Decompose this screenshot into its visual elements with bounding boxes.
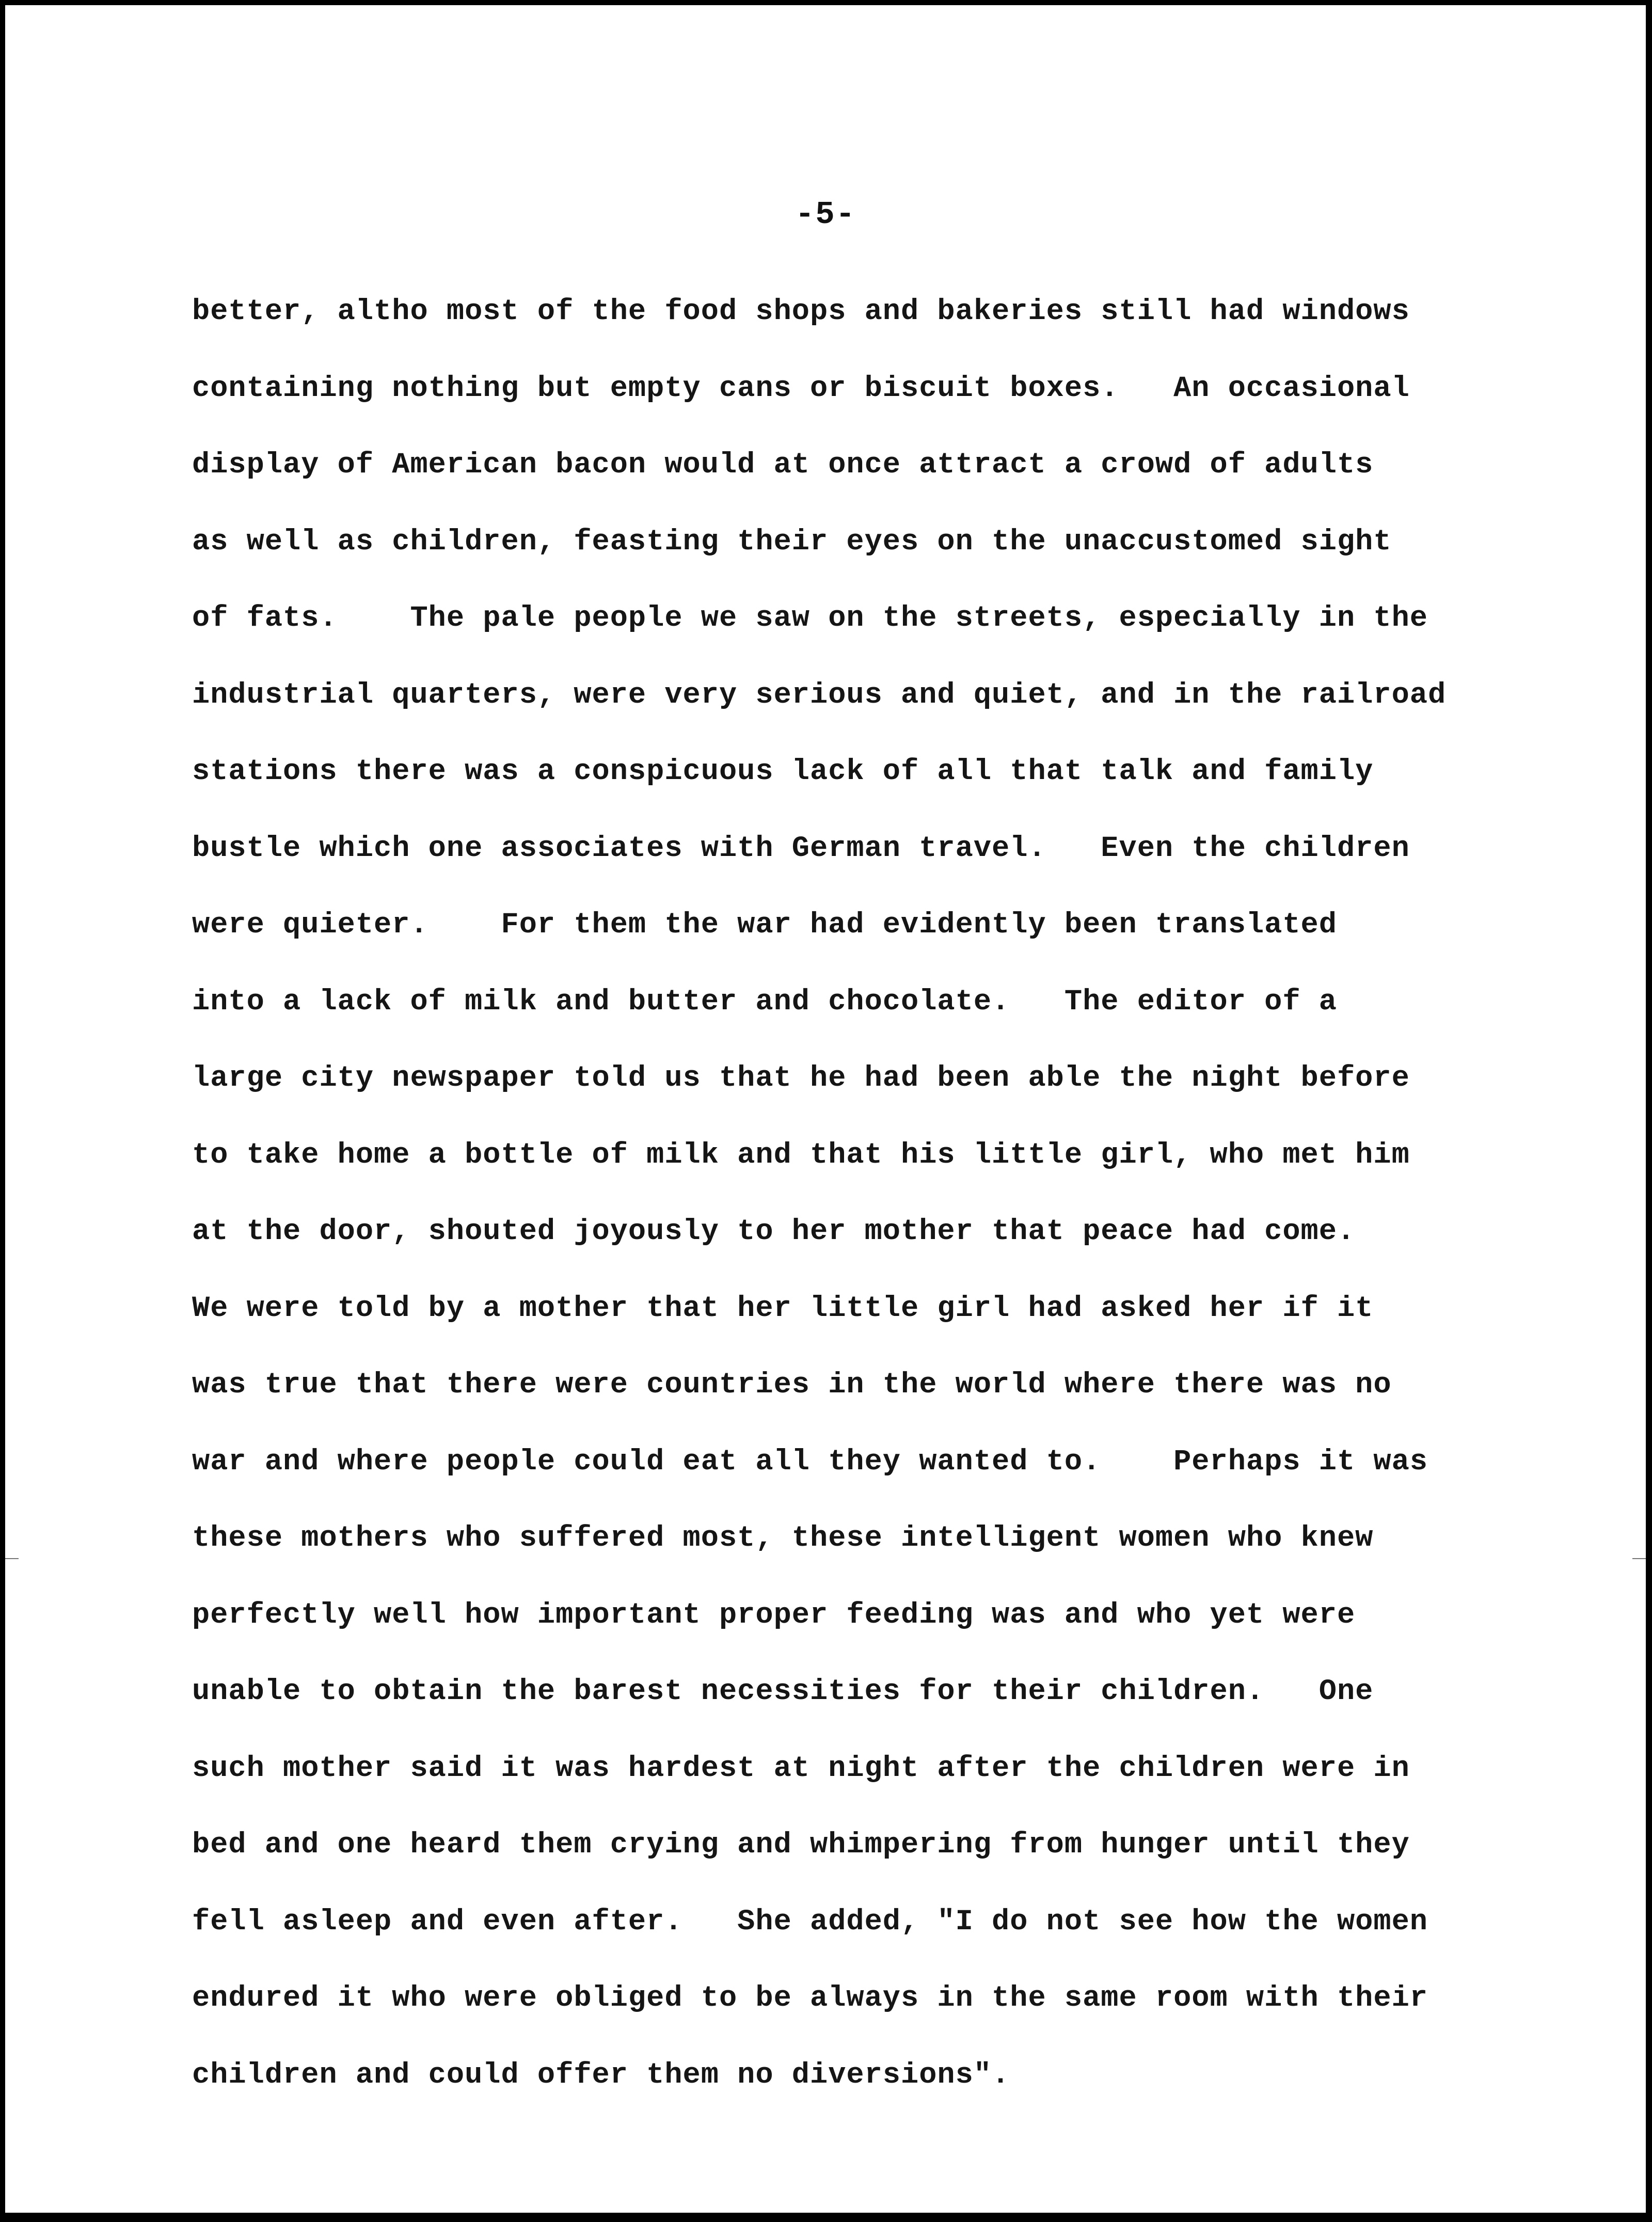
document-page bbox=[5, 5, 1646, 2213]
text-line: such mother said it was hardest at night after the children were in bbox=[192, 1752, 1410, 1785]
text-line: of fats. The pale people we saw on the streets, especially in the bbox=[192, 602, 1428, 635]
text-line: to take home a bottle of milk and that his little girl, who met him bbox=[192, 1138, 1410, 1172]
text-line: were quieter. For them the war had evidently been translated bbox=[192, 909, 1337, 942]
text-line: at the door, shouted joyously to her mother that peace had come. bbox=[192, 1215, 1356, 1248]
text-line: into a lack of milk and butter and chocolate. The editor of a bbox=[192, 985, 1337, 1019]
text-line: bed and one heard them crying and whimpering from hunger until they bbox=[192, 1829, 1410, 1862]
body-text bbox=[192, 274, 1586, 2114]
text-line: large city newspaper told us that he had been able the night before bbox=[192, 1062, 1410, 1095]
text-line: bustle which one associates with German travel. Even the children bbox=[192, 832, 1410, 865]
left-margin-tick bbox=[5, 1558, 19, 1559]
text-line: stations there was a conspicuous lack of all that talk and family bbox=[192, 755, 1374, 788]
text-line: display of American bacon would at once attract a crowd of adults bbox=[192, 449, 1374, 482]
text-line: children and could offer them no diversions". bbox=[192, 2058, 1010, 2092]
text-line: war and where people could eat all they wanted to. Perhaps it was bbox=[192, 1445, 1428, 1479]
text-line: as well as children, feasting their eyes on the unaccustomed sight bbox=[192, 525, 1392, 559]
text-line: better, altho most of the food shops and bakeries still had windows bbox=[192, 295, 1410, 328]
text-line: industrial quarters, were very serious and quiet, and in the railroad bbox=[192, 678, 1447, 712]
text-line: perfectly well how important proper feeding was and who yet were bbox=[192, 1598, 1356, 1632]
right-margin-tick bbox=[1632, 1558, 1646, 1559]
text-line: these mothers who suffered most, these intelligent women who knew bbox=[192, 1522, 1374, 1555]
text-line: was true that there were countries in the world where there was no bbox=[192, 1369, 1392, 1402]
text-line: endured it who were obliged to be always in the same room with their bbox=[192, 1982, 1428, 2015]
page-number: -5- bbox=[795, 196, 856, 233]
text-line: We were told by a mother that her little girl had asked her if it bbox=[192, 1292, 1374, 1325]
text-line: unable to obtain the barest necessities for their children. One bbox=[192, 1675, 1374, 1708]
text-line: containing nothing but empty cans or biscuit boxes. An occasional bbox=[192, 372, 1410, 405]
text-line: fell asleep and even after. She added, "I do not see how the women bbox=[192, 1905, 1428, 1939]
